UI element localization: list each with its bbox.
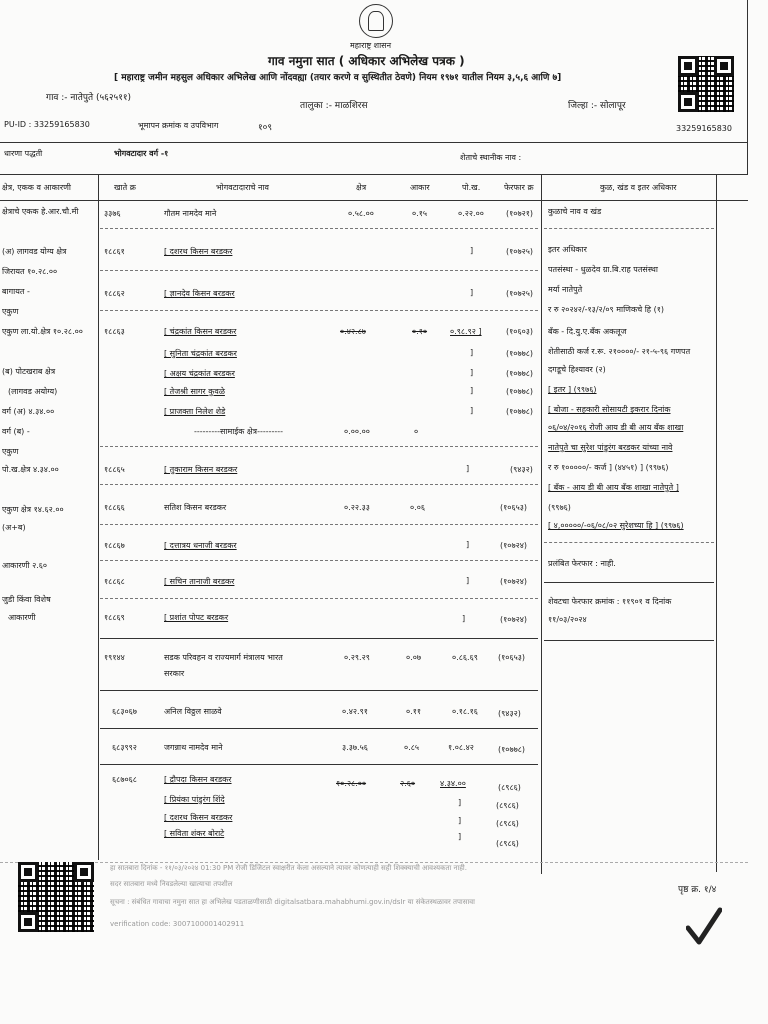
left-row: (अ+ब)	[2, 523, 26, 532]
left-row: (अ) लागवड योग्य क्षेत्र	[2, 247, 67, 256]
pokh-cell: ]	[470, 288, 474, 297]
col-area-unit: क्षेत्र, एकक व आकारणी	[2, 183, 72, 192]
pokh-cell: ]	[466, 540, 470, 549]
akar-cell: ०.०६	[410, 503, 426, 512]
khate-cell: १८८६८	[104, 577, 125, 586]
owner-name: [ दशरथ किसन बरडकर	[164, 813, 233, 822]
akar-cell: २.६०	[400, 779, 416, 788]
taluka: तालुका :- माळशिरस	[300, 101, 368, 111]
rights-line: ०६/०४/२०१६ रोजी आय डी बी आय बँक शाखा	[548, 423, 684, 432]
owner-name: [ दत्तात्रय धनाजी बरडकर	[164, 541, 237, 550]
area-cell: ०.५८.००	[348, 209, 374, 218]
document-subtitle: [ महाराष्ट्र जमीन महसुल अधिकार अभिलेख आणि नोंदवह्या (तयार करणे व सुस्थितीत ठेवणे) नियम १९७१ यातील नियम ३,५,६ आणि ७]	[114, 73, 562, 83]
last-ferfar: शेवटचा फेरफार क्रमांक : ११९०१ व दिनांक	[548, 597, 672, 606]
khate-cell: १८८६७	[104, 541, 125, 550]
owner-name: [ तुकाराम किसन बरडकर	[164, 465, 238, 474]
pokh-cell: ]	[470, 348, 474, 357]
last-ferfar-date: ११/०३/२०२४	[548, 615, 587, 624]
rights-line: [ बँक - आय डी बी आय बँक शाखा नातेपुते ]	[548, 483, 679, 492]
pokh-cell: ]	[470, 406, 474, 415]
left-row: (लागवड अयोग्य)	[8, 387, 58, 396]
owner-name: गौतम नामदेव माने	[164, 209, 217, 218]
col-ferfar: फेरफार क्र	[504, 183, 534, 192]
pokh-cell: ]	[470, 246, 474, 255]
gov-label: महाराष्ट्र शासन	[350, 41, 392, 50]
pokh-cell: ]	[466, 464, 470, 473]
page-number: पृष्ठ क्र. १/४	[678, 885, 717, 895]
left-row: एकुण	[2, 447, 19, 456]
khate-cell: १८८६९	[104, 613, 125, 622]
left-row: जुडी किंवा विशेष	[2, 595, 51, 604]
col-rights: कुळ, खंड व इतर अधिकार	[600, 183, 677, 192]
rights-line: [ इतर ] (९९७६)	[548, 385, 597, 394]
ferfar-cell: (८९८६)	[496, 819, 519, 828]
owner-name: [ द्रौपदा किसन बरडकर	[164, 775, 232, 784]
village: गाव :- नातेपुते (५६२५११)	[46, 93, 132, 103]
khate-cell: १८८६६	[104, 503, 125, 512]
owner-name: [ दशरथ किसन बरडकर	[164, 247, 233, 256]
footer-line: verification code: 3007100001402911	[110, 920, 245, 928]
survey-number: १०९	[258, 123, 273, 133]
akar-cell: ०.८५	[404, 743, 420, 752]
ferfar-cell: (१०७७८)	[506, 349, 534, 358]
ferfar-cell: (८९८६)	[498, 783, 521, 792]
footer-line: सूचना : संबंधित गावाचा नमुना सात हा अभिलेख पडताळणीसाठी digitalsatbara.mahabhumi.gov.in/dsIr या संकेतस्थळावर तपासावा	[110, 898, 475, 906]
khate-cell: ६८७०६८	[112, 775, 137, 784]
rights-line: [ बोजा - सहकारी सोसायटी इकरार दिनांक	[548, 405, 671, 414]
pokh-cell: ]	[470, 386, 474, 395]
pokh-cell: ]	[466, 576, 470, 585]
rights-line: (९९७६)	[548, 503, 571, 512]
ferfar-cell: (१०६५३)	[500, 503, 528, 512]
ferfar-cell: (१०६०३)	[506, 327, 534, 336]
district: जिल्हा :- सोलापूर	[568, 101, 626, 111]
col-owner-name: भोगवटादाराचे नाव	[216, 183, 269, 192]
pokh-cell: ]	[458, 832, 462, 841]
left-row: (ब) पोटखराब क्षेत्र	[2, 367, 56, 376]
area-cell: ०.४२.८७	[340, 327, 366, 336]
pokh-cell: १.०८.४२	[448, 743, 474, 752]
akar-cell: ०.१५	[412, 209, 428, 218]
ferfar-cell: (१०७७८)	[506, 387, 534, 396]
pokh-cell: ]	[458, 816, 462, 825]
left-row: वर्ग (अ) ४.३४.००	[2, 407, 55, 416]
pokh-cell: ]	[462, 614, 466, 623]
pending-ferfar: प्रलंबित फेरफार : नाही.	[548, 559, 616, 568]
tenure-label: धारणा पद्धती	[4, 149, 43, 158]
area-cell: ०.००.००	[344, 427, 370, 436]
owner-name: अनिल विठ्ठल साळवे	[164, 707, 222, 716]
left-row: एकुण ला.यो.क्षेत्र १०.२८.००	[2, 327, 83, 336]
footer-line: सदर सातबारा मध्ये निवडलेल्या खात्याचा तपशील	[110, 880, 233, 888]
ferfar-cell: (१०७२५)	[506, 247, 534, 256]
khate-cell: १८८६३	[104, 327, 125, 336]
pokh-cell: ]	[470, 368, 474, 377]
akar-cell: ०	[414, 427, 419, 436]
rights-line: मर्या नातेपुते	[548, 285, 583, 294]
pokh-cell: ०.९८.९२ ]	[450, 327, 482, 336]
ferfar-cell: (९४३२)	[510, 465, 533, 474]
other-rights-label: इतर अधिकार	[548, 245, 587, 254]
khate-cell: १९१४४	[104, 653, 125, 662]
akar-cell: ०.१०	[412, 327, 428, 336]
rights-line: बँक - दि.यु.ए.बँक अकलूज	[548, 327, 627, 336]
emblem-icon	[359, 4, 393, 38]
left-row: आकारणी	[8, 613, 36, 622]
owner-name: [ प्रशांत पोपट बरडकर	[164, 613, 229, 622]
footer-qr-code-icon	[18, 862, 94, 932]
ferfar-cell: (१०७२४)	[500, 615, 528, 624]
area-cell: ०.४२.९१	[342, 707, 368, 716]
ferfar-cell: (१०७७८)	[498, 745, 526, 754]
owner-name: सतिश किसन बरडकर	[164, 503, 227, 512]
left-row: क्षेत्राचे एकक हे.आर.चौ.मी	[2, 207, 79, 216]
rights-line: शेतीसाठी कर्ज र.रू. २१००००/- २१-५-९६ गणपत	[548, 347, 691, 356]
akar-cell: ०.०७	[406, 653, 422, 662]
kul-label: कुळाचे नाव व खंड	[548, 207, 602, 216]
ferfar-cell: (१०७७८)	[506, 407, 534, 416]
khate-cell: १८८६२	[104, 289, 125, 298]
right-id: 33259165830	[676, 124, 732, 133]
khate-cell: १८८६५	[104, 465, 125, 474]
pu-id: PU-ID : 33259165830	[4, 120, 90, 129]
owner-name: [ सचिन तानाजी बरडकर	[164, 577, 235, 586]
owner-name: [ अक्षय चंद्रकांत बरडकर	[164, 369, 235, 378]
col-akar: आकार	[410, 183, 430, 192]
owner-name: [ सुनिता चंद्रकांत बरडकर	[164, 349, 237, 358]
left-row: जिरायत १०.२८.००	[2, 267, 58, 276]
ferfar-cell: (१०७२१)	[506, 209, 534, 218]
pokh-cell: ]	[458, 798, 462, 807]
owner-name: [ प्राजक्ता निलेश शेडे	[164, 407, 226, 416]
rights-line: र रु १०००००/- कर्ज ] (४४५१) ] (९९७६)	[548, 463, 669, 472]
area-cell: ०.२२.३३	[344, 503, 370, 512]
owner-name: [ चंद्रकांत किसन बरडकर	[164, 327, 237, 336]
akar-cell: ०.११	[406, 707, 422, 716]
ferfar-cell: (८९८६)	[496, 801, 519, 810]
left-row: एकुण क्षेत्र १४.६२.००	[2, 505, 64, 514]
area-cell: १०.२८.००	[336, 779, 367, 788]
document-title: गाव नमुना सात ( अधिकार अभिलेख पत्रक )	[268, 54, 465, 68]
tenure-value: भोगवटादार वर्ग -१	[114, 149, 169, 158]
owner-name-cont: सरकार	[164, 669, 185, 678]
left-row: बागायत -	[2, 287, 30, 296]
ferfar-cell: (१०६५३)	[498, 653, 526, 662]
ferfar-cell: (१०७७८)	[506, 369, 534, 378]
owner-name: जगन्नाथ नामदेव माने	[164, 743, 223, 752]
rights-line: [ ४,०००००/-०६/०८/०२ सुरेशच्या हि ] (९९७६)	[548, 521, 684, 530]
pokh-cell: ०.१८.१६	[452, 707, 478, 716]
khate-cell: १८८६१	[104, 247, 125, 256]
left-row: आकारणी २.६०	[2, 561, 48, 570]
ferfar-cell: (१०७२४)	[500, 577, 528, 586]
pokh-cell: ०.८६.६९	[452, 653, 478, 662]
rights-line: नातेपुते चा सुरेश पांडुरंग बरडकर यांच्या नावे	[548, 443, 673, 452]
qr-code-icon	[678, 56, 734, 112]
owner-name: [ ज्ञानदेव किसन बरडकर	[164, 289, 235, 298]
left-row: एकुण	[2, 307, 19, 316]
area-cell: ०.२९.२९	[344, 653, 370, 662]
col-area: क्षेत्र	[356, 183, 367, 192]
rights-line: र रु २०२४२/-१३/२/०९ माणिकचे हि (१)	[548, 305, 665, 314]
local-name-label: शेताचे स्थानीक नाव :	[460, 153, 522, 162]
survey-label: भूमापन क्रमांक व उपविभाग	[138, 121, 219, 130]
khate-cell: ३३७६	[104, 209, 121, 218]
left-row: पो.ख.क्षेत्र ४.३४.००	[2, 465, 59, 474]
area-cell: ३.३७.५६	[342, 743, 368, 752]
ferfar-cell: (९४३२)	[498, 709, 521, 718]
pokh-cell: ०.२२.००	[458, 209, 484, 218]
owner-name: [ तेजश्री सागर कुवळे	[164, 387, 225, 396]
pokh-cell: ४.३४.००	[440, 779, 466, 788]
left-row: वर्ग (ब) -	[2, 427, 30, 436]
col-khate: खाते क्र	[114, 183, 136, 192]
ferfar-cell: (१०७२४)	[500, 541, 528, 550]
khate-cell: ६८३९९२	[112, 743, 137, 752]
rights-line: दगडूचे हिश्यावर (२)	[548, 365, 606, 374]
ferfar-cell: (१०७२५)	[506, 289, 534, 298]
owner-name: [ सविता शंकर बोराटे	[164, 829, 225, 838]
ferfar-cell: (८९८६)	[496, 839, 519, 848]
owner-name: [ प्रियंका पांडुरंग शिंदे	[164, 795, 225, 804]
rights-line: पतसंस्था - धुळदेव ग्रा.बि.राह पतसंस्था	[548, 265, 658, 274]
col-pokh: पो.ख.	[462, 183, 481, 192]
owner-name: सडक परिवहन व राज्यमार्ग मंत्रालय भारत	[164, 653, 283, 662]
footer-line: हा सातबारा दिनांक - ११/०३/२०२४ 01:30 PM रोजी डिजिटल स्वाक्षरीत केला असल्याने त्यावर कोणत्याही सही शिक्क्याची आवश्यकता नाही.	[110, 864, 467, 872]
common-area-label: ---------सामाईक क्षेत्र---------	[194, 427, 284, 436]
checkmark-icon	[686, 906, 722, 946]
khate-cell: ६८३०६७	[112, 707, 137, 716]
